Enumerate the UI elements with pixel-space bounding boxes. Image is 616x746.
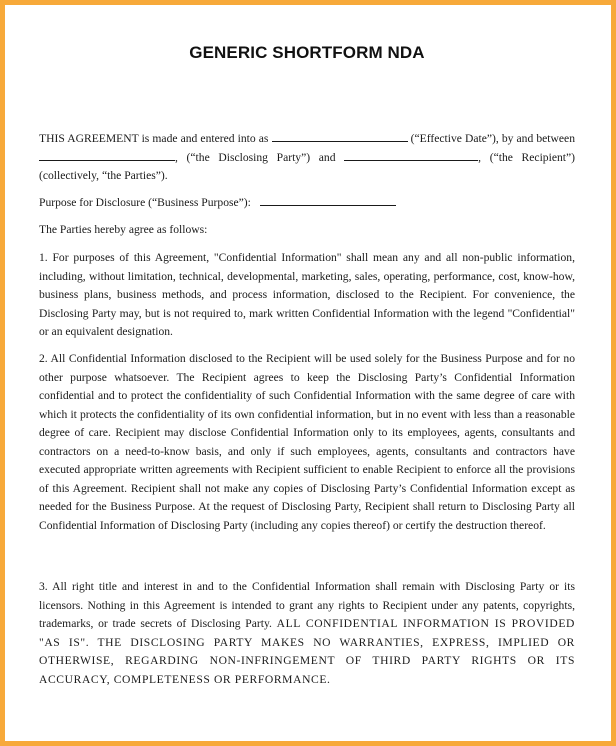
intro-text-4: , (“the Recipient”) (collectively, “the Parties”).	[39, 150, 575, 182]
section-2	[39, 350, 575, 535]
effective-date-blank[interactable]	[272, 130, 408, 142]
agree-text: The Parties hereby agree as follows:	[39, 223, 208, 236]
intro-text-3: , (“the Disclosing Party”) and	[175, 150, 336, 164]
document-title: GENERIC SHORTFORM NDA	[189, 43, 425, 62]
business-purpose-blank[interactable]	[260, 194, 396, 206]
section-3-text: 3. All right title and interest in and to the Confidential Information shall remain with Disclosing Party or its licensors. Nothing in this Agreement is intended to grant any rights to Recipient under any patents, copyrights, trademarks, or trade secrets of Disclosing Party.	[39, 580, 575, 630]
disclosing-party-blank[interactable]	[39, 149, 175, 161]
purpose-line	[39, 194, 575, 213]
section-1-text: 1. For purposes of this Agreement, "Confidential Information" shall mean any and all non-public information, including, without limitation, technical, developmental, marketing, sales, operating, performance, cost, know-how, business plans, business methods, and process information, disclosed to the Recipient. For convenience, the Disclosing Party may, but is not required to, mark written Confidential Information with the legend "Confidential" or an equivalent designation.	[39, 251, 575, 338]
agreement-lead-in	[39, 221, 575, 240]
recipient-blank[interactable]	[344, 149, 478, 161]
section-2-text: 2. All Confidential Information disclosed to the Recipient will be used solely for the Business Purpose and for no other purpose whatsoever. The Recipient agrees to keep the Disclosing Party’s Confidential Information confidential and to protect the confidentiality of such Confidential Information with the same degree of care with which it protects the confidentiality of its own confidential information, but in no event with less than a reasonable degree of care. Recipient may disclose Confidential Information only to its employees, agents, consultants and contractors on a need-to-know basis, and only if such employees, agents, consultants and contractors have executed appropriate written agreements with Recipient sufficient to enable Recipient to enforce all the provisions of this Agreement. Recipient shall not make any copies of Disclosing Party’s Confidential Information except as needed for the Business Purpose. At the request of Disclosing Party, Recipient shall return to Disclosing Party all Confidential Information of Disclosing Party (including any copies thereof) or certify the destruction thereof.	[39, 352, 575, 532]
section-1	[39, 249, 575, 342]
purpose-label: Purpose for Disclosure (“Business Purpose”):	[39, 196, 251, 209]
section-3-disclaimer: ALL CONFIDENTIAL INFORMATION IS PROVIDED "AS IS". THE DISCLOSING PARTY MAKES NO WARRANTIES, EXPRESS, IMPLIED OR OTHERWISE, REGARDING NON-INFRINGEMENT OF THIRD PARTY RIGHTS OR ITS ACCURACY, COMPLETENESS OR PERFORMANCE.	[39, 617, 575, 686]
intro-paragraph	[39, 130, 575, 186]
intro-text-1: THIS AGREEMENT is made and entered into as	[39, 132, 269, 145]
section-3	[39, 578, 575, 689]
intro-text-2: (“Effective Date”), by and between	[410, 132, 575, 145]
